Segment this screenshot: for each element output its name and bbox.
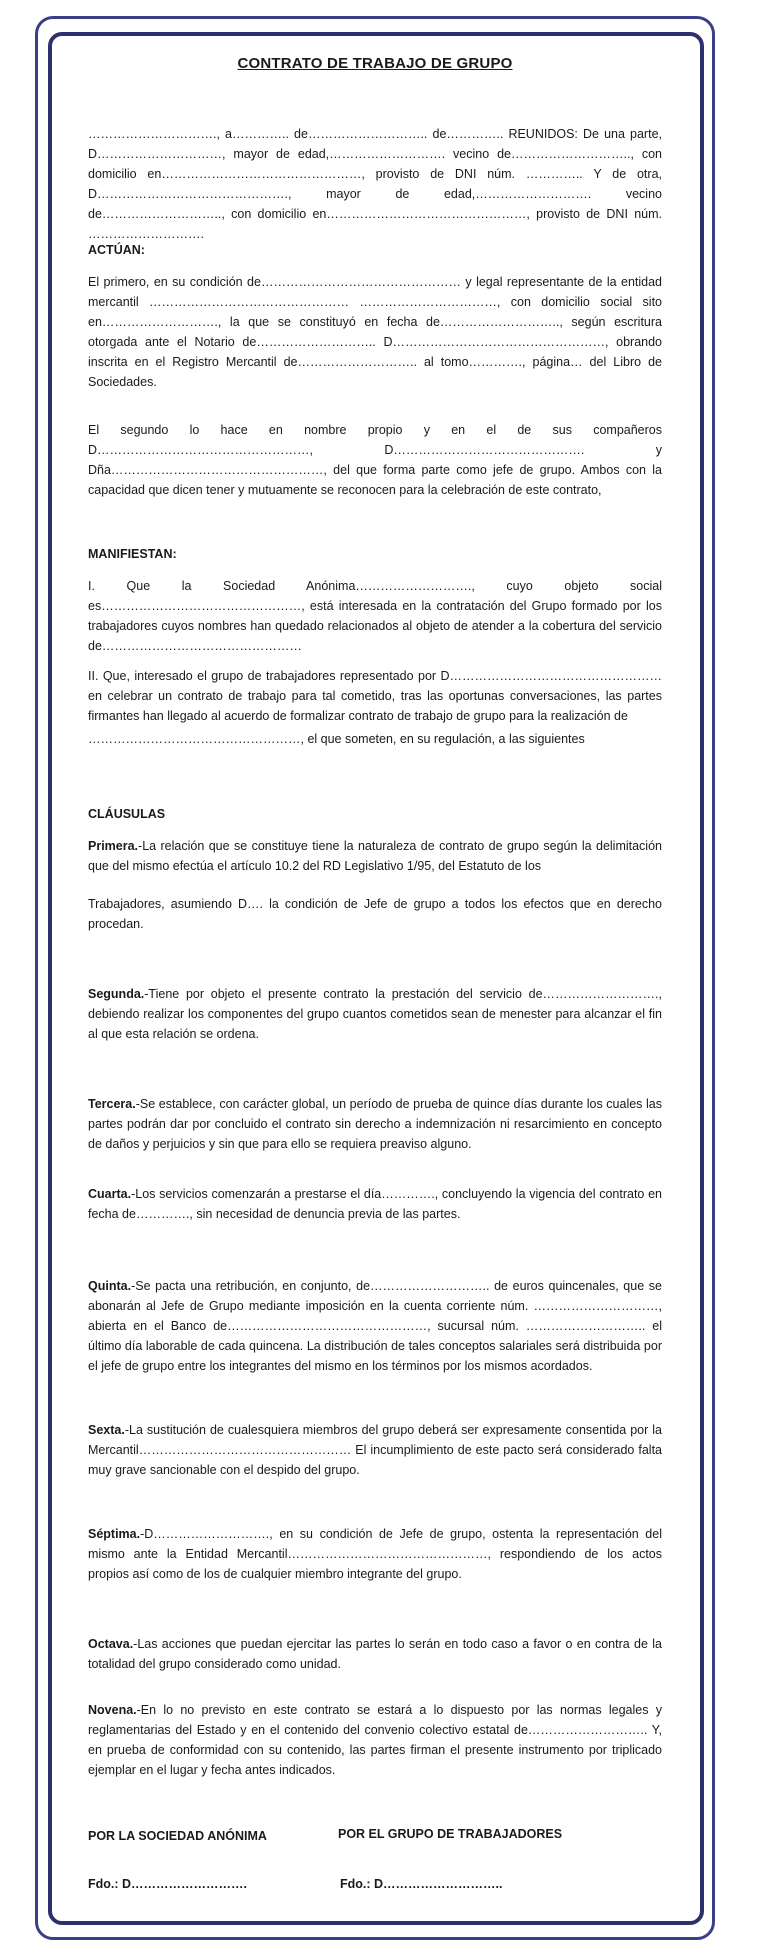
clause-novena-title: Novena.	[88, 1703, 137, 1717]
clause-sexta-text: -La sustitución de cualesquiera miembros del grupo deberá ser expresamente consentida por la Mercantil…………………………………………… El incumplimiento de este pacto será considerado falta muy grave sancionable con el despido del grupo.	[88, 1423, 662, 1477]
signature-label-grupo: POR EL GRUPO DE TRABAJADORES	[338, 1827, 563, 1841]
manifiestan-paragraph-3: ……………………………………………, el que someten, en su regulación, a las siguientes	[88, 732, 585, 746]
clause-tercera-title: Tercera.	[88, 1097, 136, 1111]
clause-octava	[88, 1634, 662, 1674]
clause-quinta	[88, 1276, 662, 1376]
actuan-paragraph-1: El primero, en su condición de………………………………………… y legal representante de la entidad mercantil ………………………………………… ……………………………, con domicilio social sito en………………………., la que se constituyó en fecha de……………………….., según escritura otorgada ante el Notario de……………………….. D……………………………………………, obrando inscrita en el Registro Mercantil de……………………….. al tomo…………., página… del Libro de Sociedades.	[88, 275, 662, 389]
manifiestan-paragraph-1: I. Que la Sociedad Anónima………………………., cuyo objeto social es…………………………………………, está interesada en la contratación del Grupo formado por los trabajadores cuyos nombres han quedado relacionados al objeto de atender a la cobertura del servicio de…………………………………………	[88, 579, 662, 653]
clause-quinta-title: Quinta.	[88, 1279, 132, 1293]
manifiestan-paragraph-2: II. Que, interesado el grupo de trabajadores representado por D…………………………………………… en celebrar un contrato de trabajo para tal cometido, tras las oportunas conversaciones, las partes firmantes han llegado al acuerdo de formalizar contrato de trabajo de grupo para la realización de	[88, 669, 662, 723]
clause-tercera-text: -Se establece, con carácter global, un período de prueba de quince días durante los cuales las partes podrán dar por concluido el contrato sin derecho a indemnización ni resarcimiento en concepto de daños y perjuicios y sin que para ello se requiera preaviso alguno.	[88, 1097, 662, 1151]
clause-primera-a	[88, 836, 662, 876]
actuan-paragraph-2: El segundo lo hace en nombre propio y en el de sus compañeros D……………………………………………, D………………………………………. y Dña……………………………………………, del que forma parte como jefe de grupo. Ambos con la capacidad que dicen tener y mutuamente se reconocen para la celebración de este contrato,	[88, 423, 662, 497]
clause-segunda-text: -Tiene por objeto el presente contrato la prestación del servicio de………………………., debiendo realizar los componentes del grupo cuantos cometidos sean de menester para alcanzar el fin al que esta relación se ordena.	[88, 987, 662, 1041]
manifiestan-heading: MANIFIESTAN:	[88, 547, 177, 561]
clause-cuarta-title: Cuarta.	[88, 1187, 132, 1201]
clause-novena	[88, 1700, 662, 1780]
signature-line-sociedad: Fdo.: D……………………….	[88, 1877, 248, 1891]
clause-septima-title: Séptima.	[88, 1527, 141, 1541]
document-title: CONTRATO DE TRABAJO DE GRUPO	[237, 55, 513, 72]
signature-line-grupo: Fdo.: D………………………..	[340, 1877, 503, 1891]
clause-octava-text: -Las acciones que puedan ejercitar las partes lo serán en todo caso a favor o en contra de la totalidad del grupo considerado como unidad.	[88, 1637, 662, 1671]
clause-octava-title: Octava.	[88, 1637, 134, 1651]
clause-segunda-title: Segunda.	[88, 987, 145, 1001]
intro-paragraph: …………………………., a………….. de……………………….. de………….. REUNIDOS: De una parte, D…………………………, mayor de edad,………………………. vecino de……………………….., con domicilio en…………………………………………, provisto de DNI núm. ………….. Y de otra, D………………………………………., mayor de edad,………………………. vecino de……………………….., con domicilio en…………………………………………, provisto de DNI núm. ……………………….	[88, 127, 662, 241]
signature-label-sociedad: POR LA SOCIEDAD ANÓNIMA	[88, 1829, 267, 1843]
clause-cuarta	[88, 1184, 662, 1224]
actuan-heading: ACTÚAN:	[88, 243, 145, 257]
clause-novena-text: -En lo no previsto en este contrato se estará a lo dispuesto por las normas legales y reglamentarias del Estado y en el contenido del convenio colectivo estatal de……………………….. Y, en prueba de conformidad con su contenido, las partes firman el presente instrumento por triplicado ejemplar en el lugar y fecha antes indicados.	[88, 1703, 662, 1777]
clause-septima-text: -D………………………., en su condición de Jefe de grupo, ostenta la representación del mismo ante la Entidad Mercantil…………………………………………, respondiendo de los actos propios así como de los de cualquier miembro integrante del grupo.	[88, 1527, 662, 1581]
clause-cuarta-text: -Los servicios comenzarán a prestarse el día…………., concluyendo la vigencia del contrato en fecha de…………., sin necesidad de denuncia previa de las partes.	[88, 1187, 662, 1221]
clause-primera-text: -La relación que se constituye tiene la naturaleza de contrato de grupo según la delimitación que del mismo efectúa el artículo 10.2 del RD Legislativo 1/95, del Estatuto de los	[88, 839, 662, 873]
clause-sexta	[88, 1420, 662, 1480]
clause-primera-title: Primera.	[88, 839, 139, 853]
clause-sexta-title: Sexta.	[88, 1423, 125, 1437]
clausulas-heading: CLÁUSULAS	[88, 807, 166, 821]
clause-tercera	[88, 1094, 662, 1154]
clause-primera-b: Trabajadores, asumiendo D…. la condición de Jefe de grupo a todos los efectos que en derecho procedan.	[88, 897, 662, 931]
clause-septima	[88, 1524, 662, 1584]
clause-quinta-text: -Se pacta una retribución, en conjunto, de……………………….. de euros quincenales, que se abonarán al Jefe de Grupo mediante imposición en la cuenta corriente núm. …………………………, abierta en el Banco de…………………………………………, sucursal núm. ……………………….. el último día laborable de cada quincena. La distribución de tales conceptos salariales será distribuida por el jefe de grupo entre los integrantes del mismo en los términos por los mismos acordados.	[88, 1279, 662, 1373]
clause-segunda	[88, 984, 662, 1044]
